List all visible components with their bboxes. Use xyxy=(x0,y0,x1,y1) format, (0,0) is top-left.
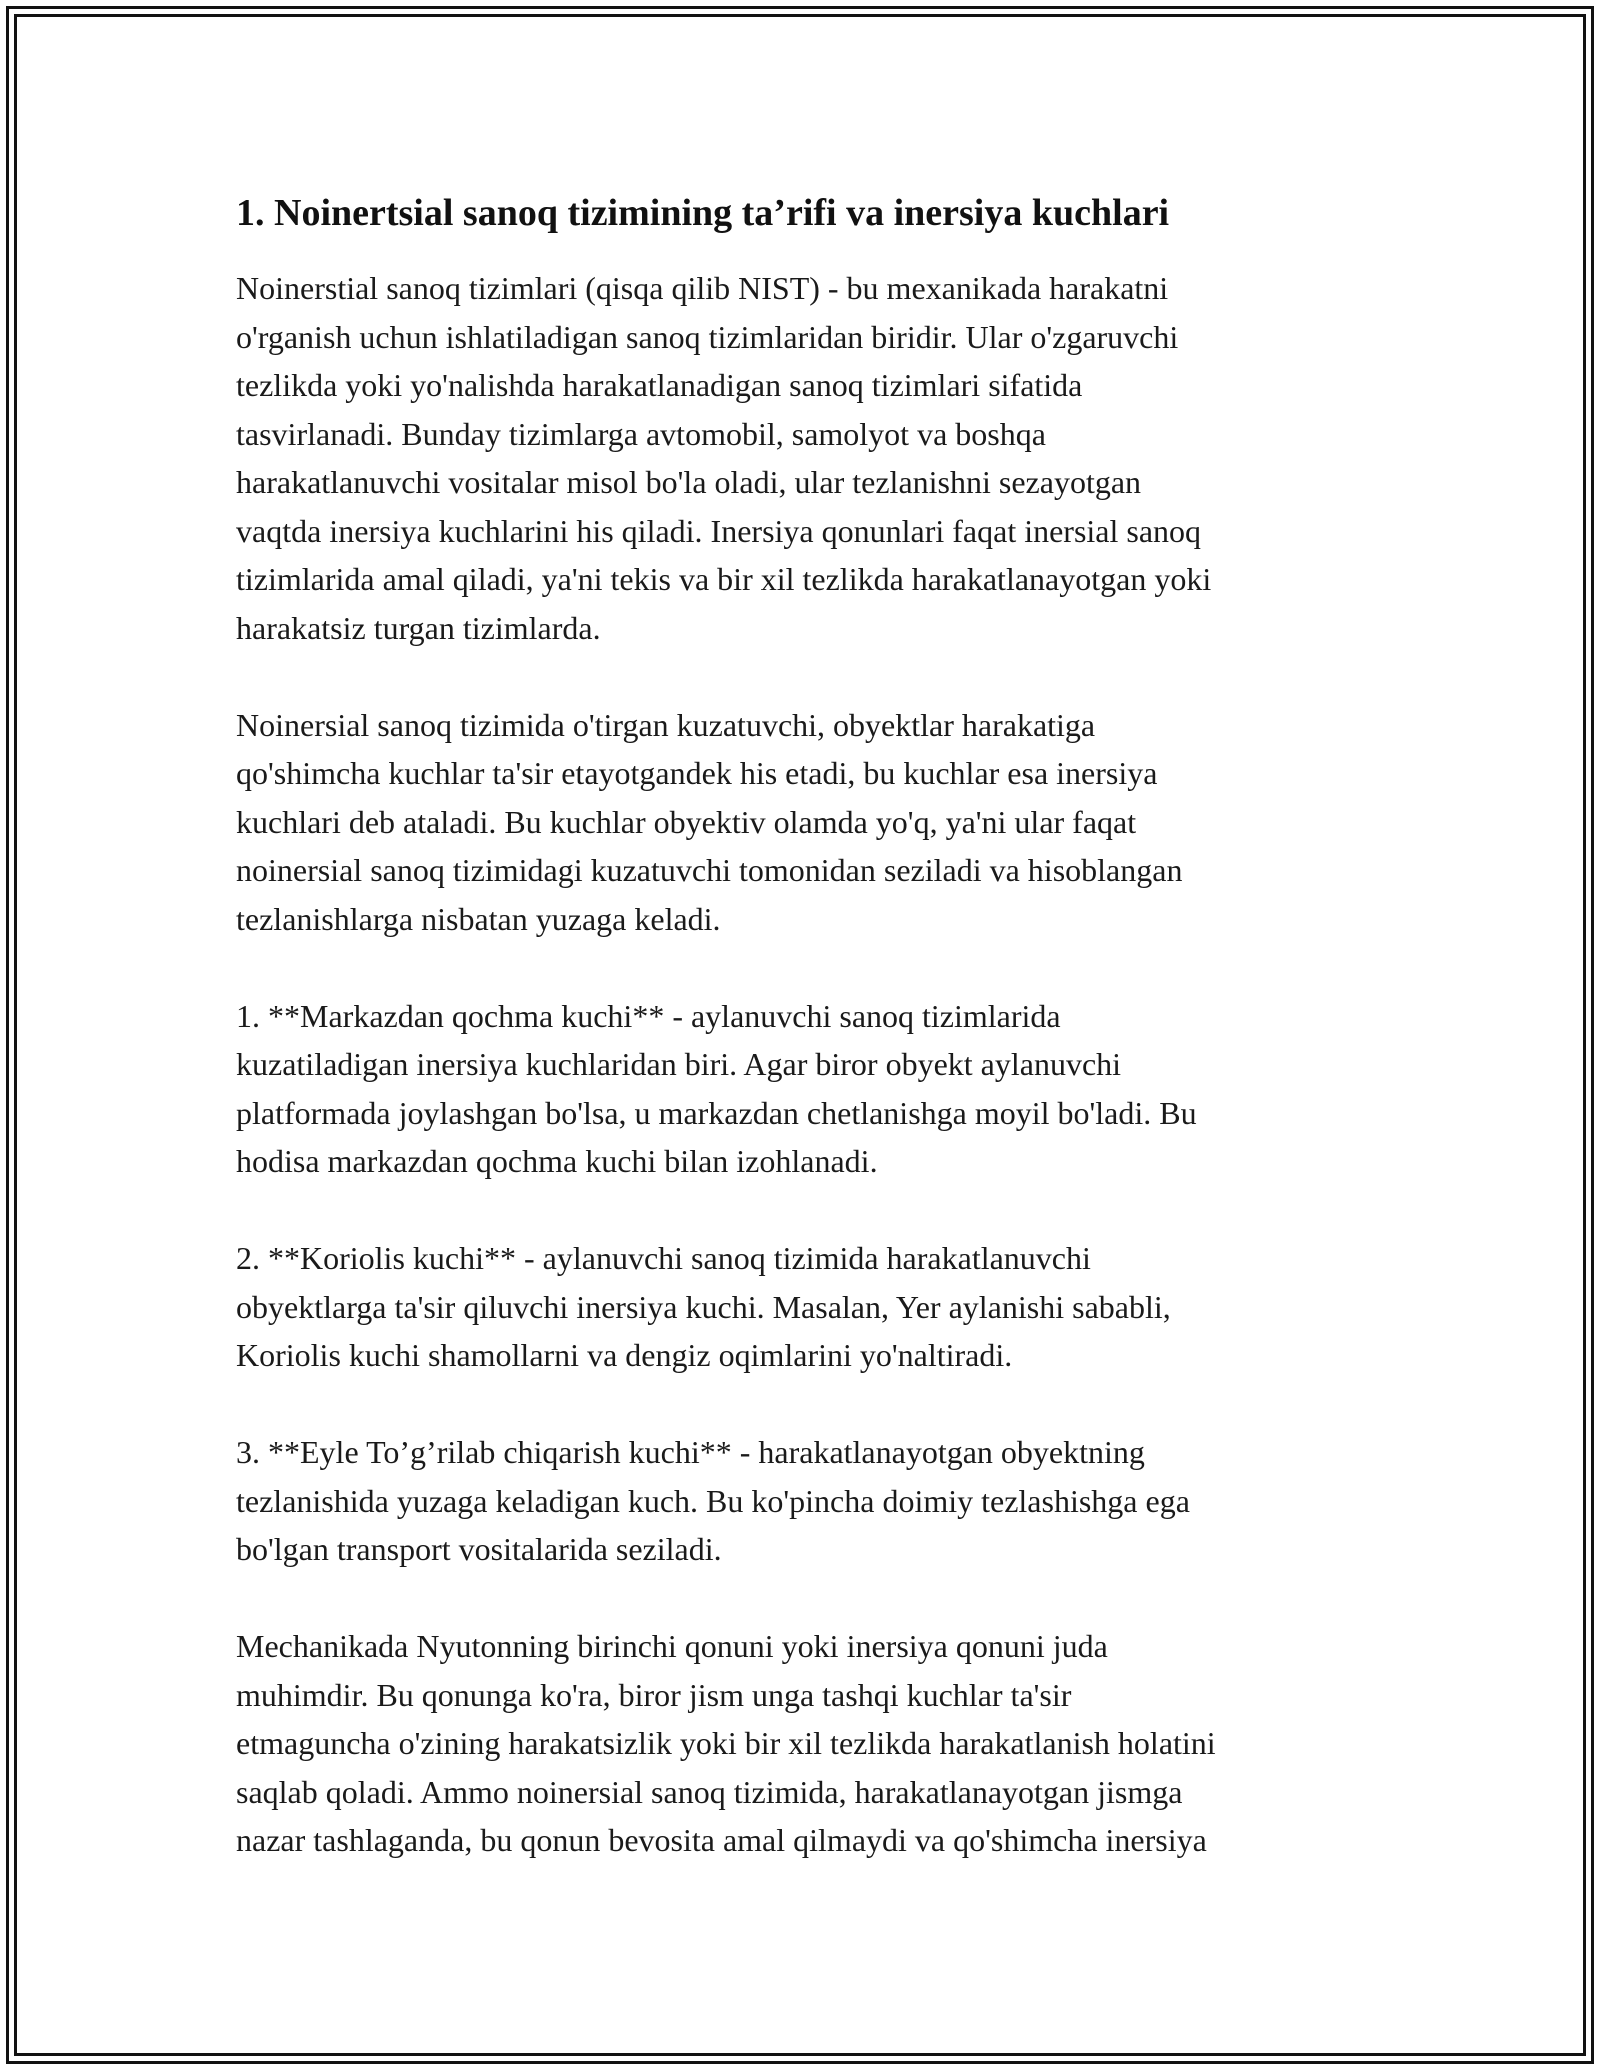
text-line: tezlikda yoki yo'nalishda harakatlanadigan sanoq tizimlari sifatida xyxy=(236,367,1083,403)
text-line: 1. **Markazdan qochma kuchi** - aylanuvchi sanoq tizimlarida xyxy=(236,997,1061,1034)
text-line: Koriolis kuchi shamollarni va dengiz oqimlarini yo'naltiradi. xyxy=(236,1337,1013,1373)
text-line: tezlanishlarga nisbatan yuzaga keladi. xyxy=(236,900,721,937)
text-line: kuzatiladigan inersiya kuchlaridan biri. Agar biror obyekt aylanuvchi xyxy=(236,1046,1122,1082)
paragraph xyxy=(236,992,1366,1186)
text-line: tezlanishida yuzaga keladigan kuch. Bu ko'pincha doimiy tezlashishga ega xyxy=(236,1482,1190,1519)
text-line: qo'shimcha kuchlar ta'sir etayotgandek his etadi, bu kuchlar esa inersiya xyxy=(236,755,1158,791)
text-line: bo'lgan transport vositalarida seziladi. xyxy=(236,1531,722,1567)
text-line: hodisa markazdan qochma kuchi bilan izohlanadi. xyxy=(236,1143,878,1179)
paragraph xyxy=(236,1428,1366,1574)
text-line: vaqtda inersiya kuchlarini his qiladi. Inersiya qonunlari faqat inersial sanoq xyxy=(236,512,1202,549)
text-line: harakatsiz turgan tizimlarda. xyxy=(236,609,601,646)
section-heading: 1. Noinertsial sanoq tizimining ta’rifi va inersiya kuchlari xyxy=(236,192,1170,234)
document-body xyxy=(236,188,1366,1913)
paragraph xyxy=(236,1234,1366,1380)
text-line: harakatlanuvchi vositalar misol bo'la oladi, ular tezlanishni sezayotgan xyxy=(236,464,1142,500)
text-line: saqlab qoladi. Ammo noinersial sanoq tizimida, harakatlanayotgan jismga xyxy=(236,1773,1183,1810)
text-line: Noinersial sanoq tizimida o'tirgan kuzatuvchi, obyektlar harakatiga xyxy=(236,706,1096,743)
text-line: muhimdir. Bu qonunga ko'ra, biror jism unga tashqi kuchlar ta'sir xyxy=(236,1676,1072,1713)
text-line: etmaguncha o'zining harakatsizlik yoki bir xil tezlikda harakatlanish holatini xyxy=(236,1725,1216,1761)
text-line: tasvirlanadi. Bunday tizimlarga avtomobil, samolyot va boshqa xyxy=(236,415,1046,452)
text-line: o'rganish uchun ishlatiladigan sanoq tizimlaridan biridir. Ular o'zgaruvchi xyxy=(236,318,1179,355)
text-line: Noinerstial sanoq tizimlari (qisqa qilib NIST) - bu mexanikada harakatni xyxy=(236,270,1169,306)
paragraph xyxy=(236,1622,1366,1865)
text-line: noinersial sanoq tizimidagi kuzatuvchi tomonidan seziladi va hisoblangan xyxy=(236,852,1183,888)
text-line: platformada joylashgan bo'lsa, u markazdan chetlanishga moyil bo'ladi. Bu xyxy=(236,1094,1197,1131)
text-line: 2. **Koriolis kuchi** - aylanuvchi sanoq tizimida harakatlanuvchi xyxy=(236,1240,1091,1276)
text-line: tizimlarida amal qiladi, ya'ni tekis va bir xil tezlikda harakatlanayotgan yoki xyxy=(236,561,1212,597)
paragraph xyxy=(236,264,1366,652)
paragraph-container xyxy=(236,264,1366,1865)
text-line: Mechanikada Nyutonning birinchi qonuni yoki inersiya qonuni juda xyxy=(236,1628,1108,1664)
text-line: obyektlarga ta'sir qiluvchi inersiya kuchi. Masalan, Yer aylanishi sababli, xyxy=(236,1288,1171,1325)
text-line: kuchlari deb ataladi. Bu kuchlar obyektiv olamda yo'q, ya'ni ular faqat xyxy=(236,803,1137,840)
text-line: nazar tashlaganda, bu qonun bevosita amal qilmaydi va qo'shimcha inersiya xyxy=(236,1822,1207,1858)
paragraph xyxy=(236,701,1366,944)
text-line: 3. **Eyle To’g’rilab chiqarish kuchi** - harakatlanayotgan obyektning xyxy=(236,1434,1145,1470)
